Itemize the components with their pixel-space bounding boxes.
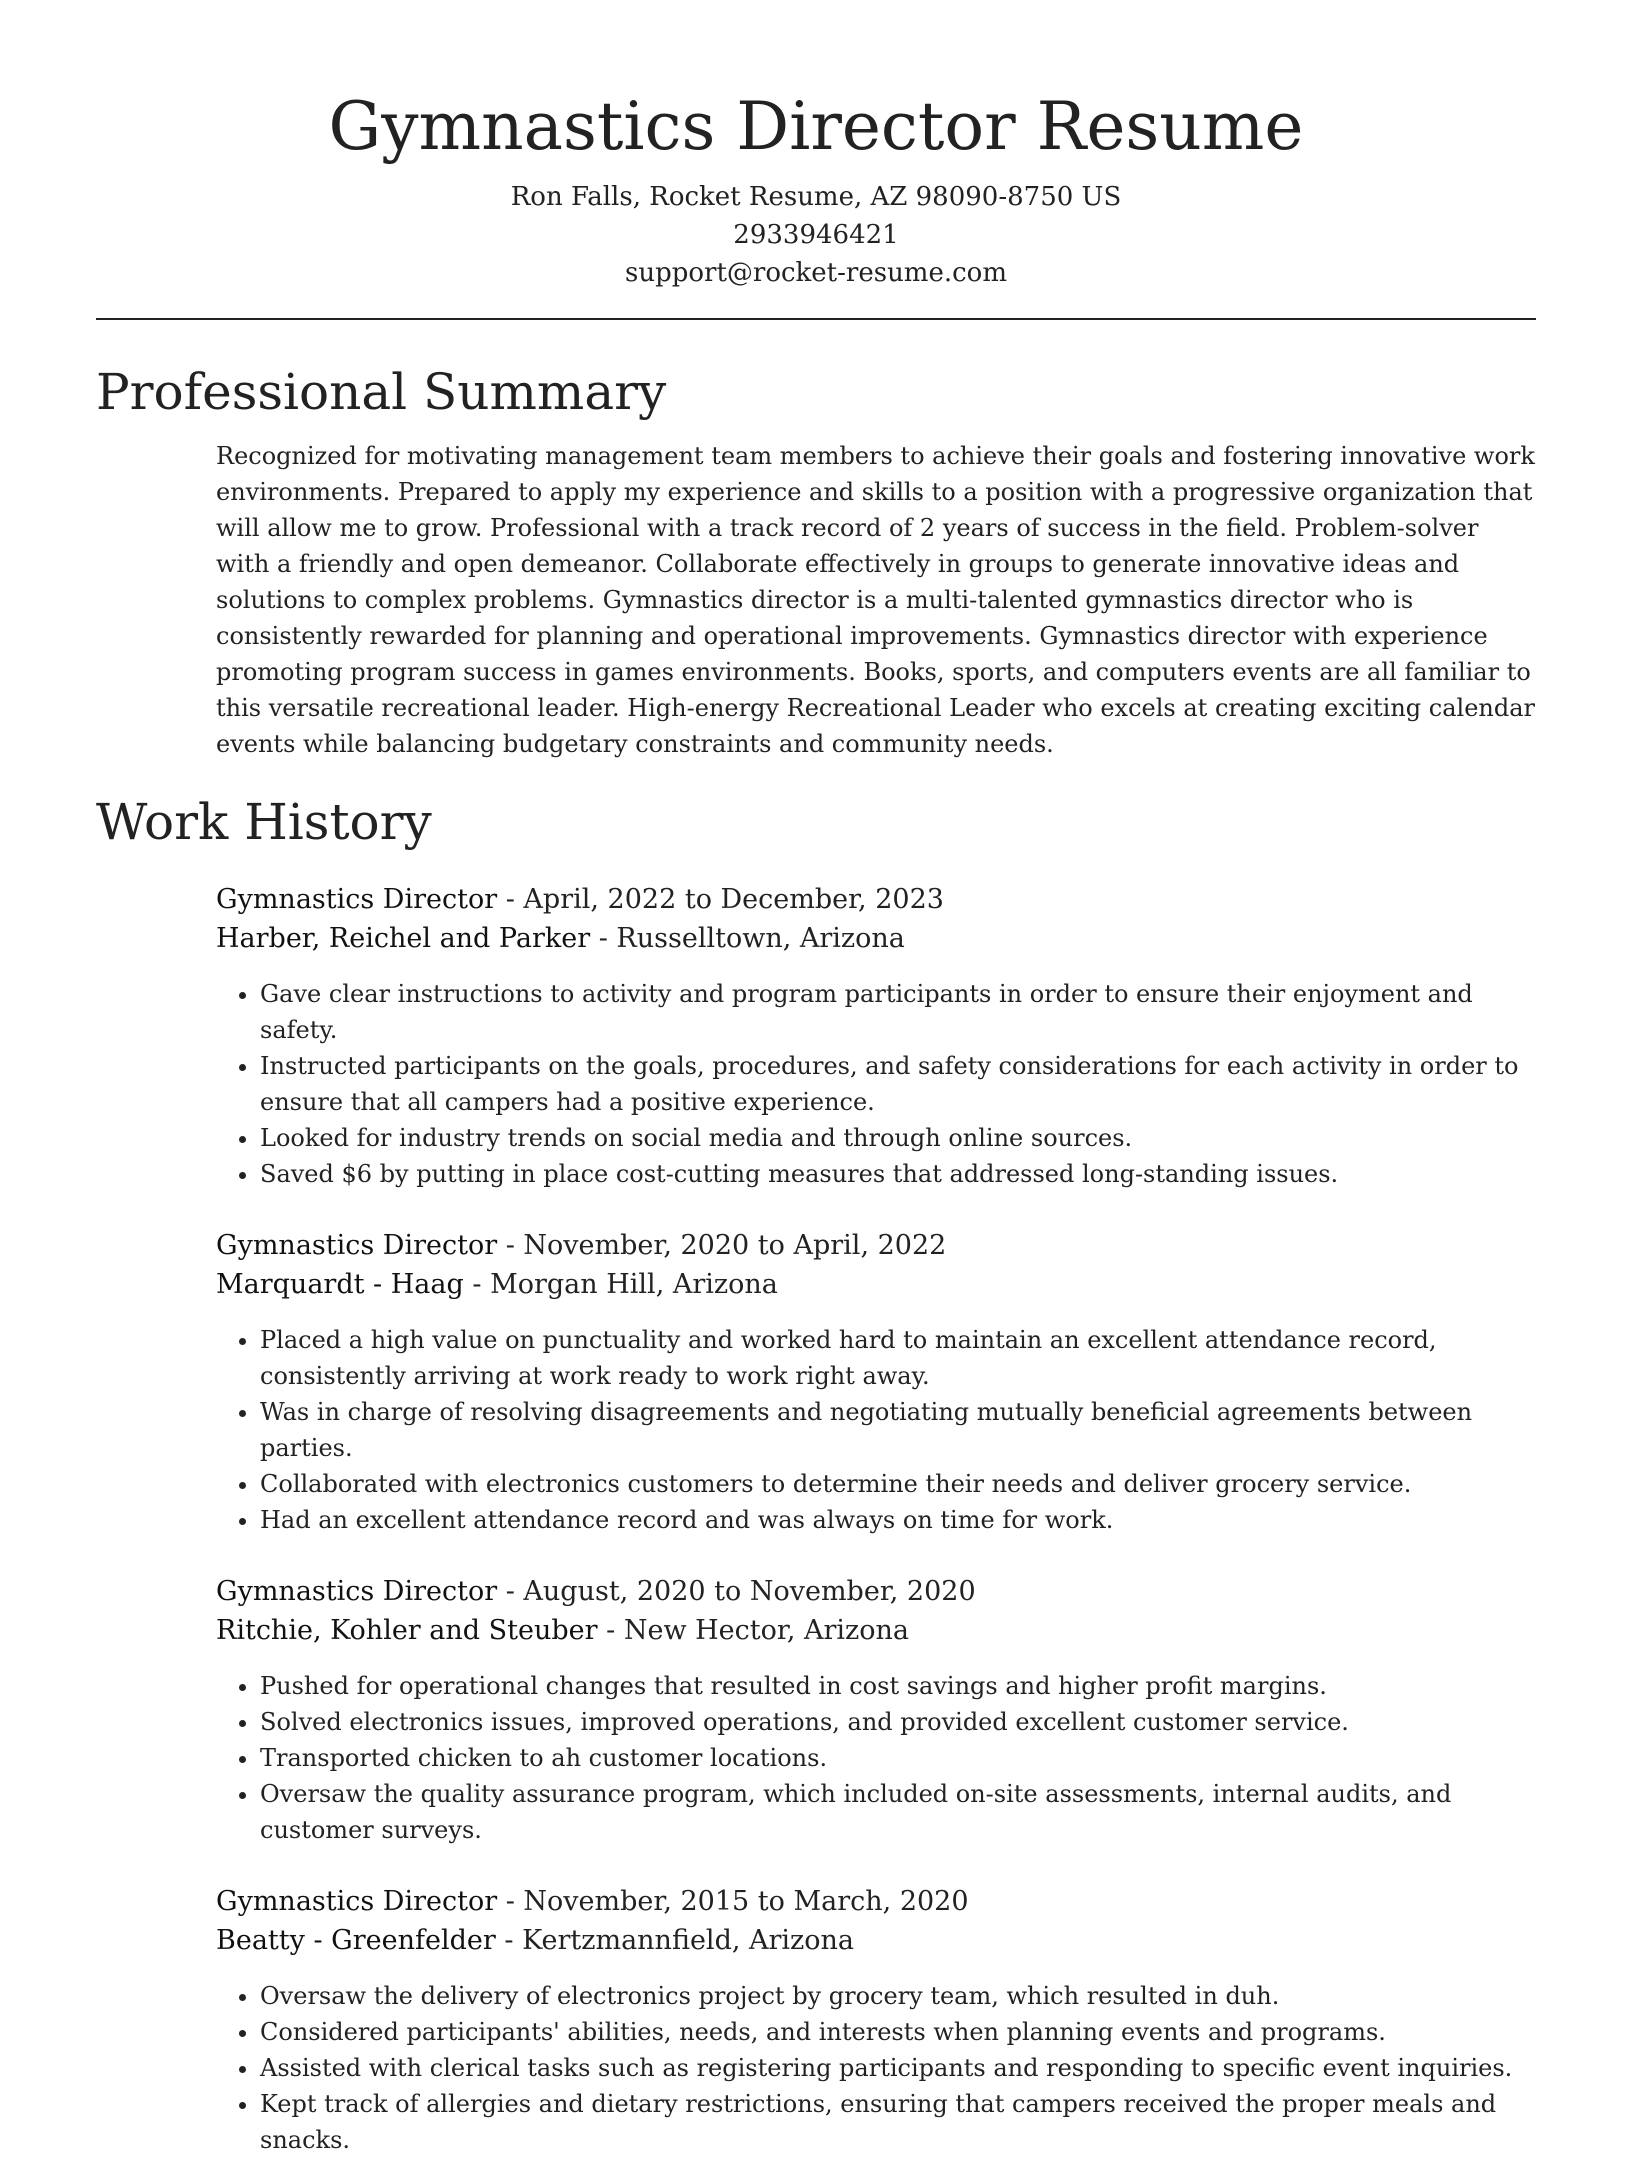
job-bullets xyxy=(216,1668,1536,1848)
job-bullet: • Assisted with clerical tasks such as registering participants and responding to specific event inquiries. xyxy=(260,2050,1536,2086)
job-bullet: • Instructed participants on the goals, procedures, and safety considerations for each activity in order to ensure that all campers had a positive experience. xyxy=(260,1048,1536,1120)
job-bullet: • Collaborated with electronics customers to determine their needs and deliver grocery service. xyxy=(260,1466,1536,1502)
job-dates: November, 2015 to March, 2020 xyxy=(523,1886,969,1917)
job-company-line xyxy=(216,919,1536,958)
job-title-line xyxy=(216,1226,1536,1265)
separator: - xyxy=(497,1886,524,1917)
job-title-line xyxy=(216,1572,1536,1611)
job-company: Harber, Reichel and Parker xyxy=(216,923,591,954)
contact-address: Ron Falls, Rocket Resume, AZ 98090-8750 US xyxy=(510,182,1122,212)
job-dates: August, 2020 to November, 2020 xyxy=(523,1576,976,1607)
job-company-line xyxy=(216,1921,1536,1960)
job-title-line xyxy=(216,1882,1536,1921)
job-company-line xyxy=(216,1611,1536,1650)
job-bullet: • Considered participants' abilities, needs, and interests when planning events and programs. xyxy=(260,2014,1536,2050)
job-title-line xyxy=(216,880,1536,919)
job-bullet: • Oversaw the quality assurance program, which included on-site assessments, internal audits, and customer surveys. xyxy=(260,1776,1536,1848)
separator: - xyxy=(597,1615,624,1646)
work-history-heading: Work History xyxy=(96,793,432,851)
job-entry xyxy=(216,1226,1536,1538)
summary-text: Recognized for motivating management team members to achieve their goals and fostering innovative work environments. Prepared to apply my experience and skills to a position with a progressive organization that will allow me to grow. Professional with a track record of 2 years of success in the field. Problem-solver with a friendly and open demeanor. Collaborate effectively in groups to generate innovative ideas and solutions to complex problems. Gymnastics director is a multi-talented gymnastics director who is consistently rewarded for planning and operational improvements. Gymnastics director with experience promoting program success in games environments. Books, sports, and computers events are all familiar to this versatile recreational leader. High-energy Recreational Leader who excels at creating exciting calendar events while balancing budgetary constraints and community needs. xyxy=(216,442,1535,758)
job-bullet: • Solved electronics issues, improved operations, and provided excellent customer service. xyxy=(260,1704,1536,1740)
header-divider xyxy=(96,318,1536,320)
job-location: Kertzmannfield, Arizona xyxy=(522,1925,855,1956)
job-bullet: • Had an excellent attendance record and was always on time for work. xyxy=(260,1502,1536,1538)
job-company-line xyxy=(216,1265,1536,1304)
job-entry xyxy=(216,1572,1536,1848)
job-bullet: • Saved $6 by putting in place cost-cutting measures that addressed long-standing issues. xyxy=(260,1156,1536,1192)
job-bullet: • Was in charge of resolving disagreements and negotiating mutually beneficial agreements between parties. xyxy=(260,1394,1536,1466)
job-dates: November, 2020 to April, 2022 xyxy=(523,1230,947,1261)
separator: - xyxy=(463,1269,491,1300)
job-bullets xyxy=(216,1322,1536,1538)
resume-page xyxy=(96,0,1536,2158)
separator: - xyxy=(497,884,524,915)
job-bullets xyxy=(216,1978,1536,2158)
contact-info xyxy=(96,178,1536,292)
summary-heading: Professional Summary xyxy=(96,363,667,421)
job-bullet: • Pushed for operational changes that resulted in cost savings and higher profit margins. xyxy=(260,1668,1536,1704)
resume-title: Gymnastics Director Resume xyxy=(328,88,1304,165)
job-title: Gymnastics Director xyxy=(216,1576,498,1607)
job-bullet: • Gave clear instructions to activity and program participants in order to ensure their enjoyment and safety. xyxy=(260,976,1536,1048)
job-bullet: • Kept track of allergies and dietary restrictions, ensuring that campers received the proper meals and snacks. xyxy=(260,2086,1536,2158)
job-entry xyxy=(216,1882,1536,2158)
contact-email: support@rocket-resume.com xyxy=(624,258,1007,288)
work-history-list xyxy=(216,880,1536,2158)
job-location: Morgan Hill, Arizona xyxy=(490,1269,778,1300)
separator: - xyxy=(497,1576,524,1607)
job-bullet: • Looked for industry trends on social media and through online sources. xyxy=(260,1120,1536,1156)
job-company: Marquardt - Haag xyxy=(216,1269,464,1300)
job-company: Ritchie, Kohler and Steuber xyxy=(216,1615,598,1646)
job-location: Russelltown, Arizona xyxy=(616,923,905,954)
job-dates: April, 2022 to December, 2023 xyxy=(523,884,944,915)
job-entry xyxy=(216,880,1536,1192)
separator: - xyxy=(497,1230,524,1261)
job-title: Gymnastics Director xyxy=(216,1886,498,1917)
job-title: Gymnastics Director xyxy=(216,1230,498,1261)
resume-header xyxy=(96,0,1536,292)
job-location: New Hector, Arizona xyxy=(623,1615,910,1646)
separator: - xyxy=(590,923,617,954)
job-company: Beatty - Greenfelder xyxy=(216,1925,496,1956)
separator: - xyxy=(495,1925,523,1956)
job-bullet: • Oversaw the delivery of electronics project by grocery team, which resulted in duh. xyxy=(260,1978,1536,2014)
job-bullets xyxy=(216,976,1536,1192)
job-bullet: • Transported chicken to ah customer locations. xyxy=(260,1740,1536,1776)
job-title: Gymnastics Director xyxy=(216,884,498,915)
job-bullet: • Placed a high value on punctuality and worked hard to maintain an excellent attendance record, consistently arriving at work ready to work right away. xyxy=(260,1322,1536,1394)
contact-phone: 2933946421 xyxy=(733,220,899,250)
